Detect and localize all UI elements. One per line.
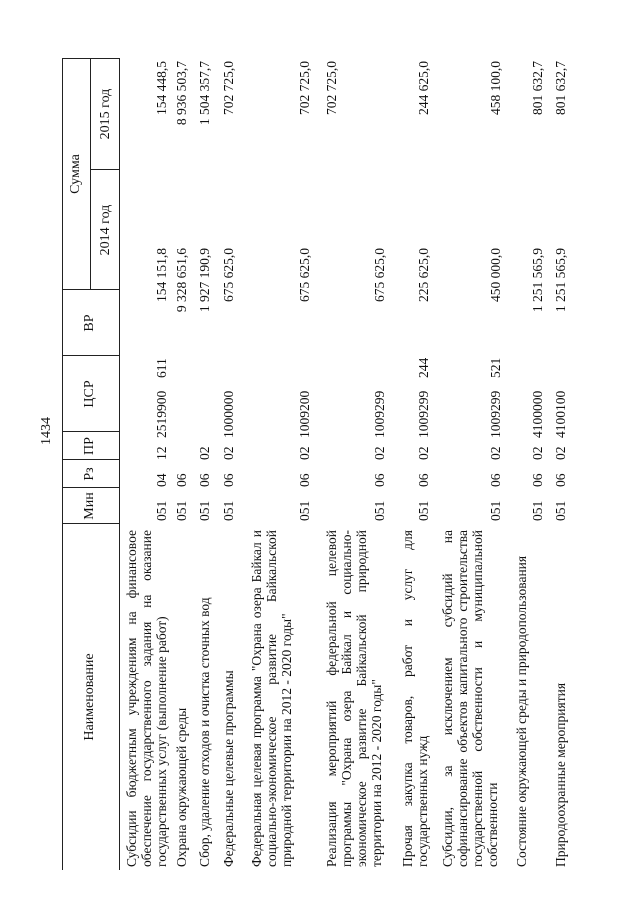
row-rz: 06: [530, 473, 545, 487]
sum-header-divider: [90, 58, 91, 290]
row-name: Субсидии, за исключением субсидий на софинансирование объектов капитального строительства государственной собственности и муниципальной собственности: [440, 530, 500, 867]
row-min: 051: [297, 500, 312, 521]
row-csr: 2519900: [154, 390, 169, 438]
row-rz: 06: [416, 473, 431, 487]
row-2014: 1 927 190,9: [197, 248, 212, 313]
header-vr: ВР: [82, 314, 97, 332]
row-rz: 06: [174, 473, 189, 487]
row-name: Природоохранные мероприятия: [553, 682, 568, 867]
header-bottom-border: [119, 58, 120, 870]
row-2014: 9 328 651,6: [174, 248, 189, 313]
table-top-border: [62, 58, 63, 870]
row-name: Охрана окружающей среды: [174, 707, 189, 867]
header-csr: ЦСР: [82, 380, 97, 408]
row-csr: 1009299: [488, 390, 503, 438]
row-vr: 521: [488, 357, 503, 378]
header-sum: Сумма: [68, 154, 83, 194]
row-rz: 06: [197, 473, 212, 487]
row-csr: 1009200: [297, 390, 312, 438]
row-2015: 801 632,7: [553, 61, 568, 115]
header-rz: Рз: [82, 467, 97, 481]
row-2014: 225 625,0: [416, 248, 431, 302]
row-pr: 02: [297, 446, 312, 460]
header-pr: ПР: [82, 437, 97, 455]
row-min: 051: [530, 500, 545, 521]
row-pr: 12: [154, 446, 169, 460]
row-2015: 154 448,5: [154, 61, 169, 115]
row-name: Прочая закупка товаров, работ и услуг для государственных нужд: [400, 530, 430, 867]
budget-table: [62, 58, 592, 870]
row-2014: 450 000,0: [488, 248, 503, 302]
row-rz: 06: [553, 473, 568, 487]
row-pr: 02: [197, 446, 212, 460]
row-vr: 244: [416, 357, 431, 378]
row-min: 051: [553, 500, 568, 521]
row-rz: 06: [372, 473, 387, 487]
row-name: Федеральная целевая программа "Охрана озера Байкал и социально-экономическое развитие Байкальской природной территории на 2012 - 2020 годы": [249, 530, 294, 867]
row-2015: 1 504 357,7: [197, 61, 212, 126]
row-vr: 611: [154, 358, 169, 378]
row-pr: 02: [221, 446, 236, 460]
row-csr: 4100000: [530, 390, 545, 438]
page-number: 1434: [39, 417, 54, 445]
row-2015: 801 632,7: [530, 61, 545, 115]
row-2014: 154 151,8: [154, 248, 169, 302]
row-min: 051: [372, 500, 387, 521]
row-min: 051: [488, 500, 503, 521]
row-name: Реализация мероприятий федеральной целевой программы "Охрана озера Байкал и социально-экономическое развитие Байкальской природной территории на 2012 - 2020 годы": [324, 530, 384, 867]
row-2015: 702 725,0: [324, 61, 339, 115]
header-name: Наименование: [82, 653, 97, 741]
row-pr: 02: [488, 446, 503, 460]
row-min: 051: [221, 500, 236, 521]
row-2015: 8 936 503,7: [174, 61, 189, 126]
row-2015: 702 725,0: [221, 61, 236, 115]
row-rz: 06: [221, 473, 236, 487]
row-name: Состояние окружающей среды и природопользования: [514, 555, 529, 867]
row-csr: 4100100: [553, 390, 568, 438]
row-2015: 244 625,0: [416, 61, 431, 115]
row-name: Федеральные целевые программы: [221, 670, 236, 867]
row-min: 051: [416, 500, 431, 521]
row-name: Сбор, удаление отходов и очистка сточных вод: [197, 597, 212, 867]
row-2014: 1 251 565,9: [530, 248, 545, 313]
row-min: 051: [174, 500, 189, 521]
row-pr: 02: [416, 446, 431, 460]
row-csr: 1009299: [372, 390, 387, 438]
row-min: 051: [154, 500, 169, 521]
header-min: Мин: [82, 492, 97, 520]
row-2014: 675 625,0: [297, 248, 312, 302]
row-2015: 458 100,0: [488, 61, 503, 115]
row-csr: 1000000: [221, 390, 236, 438]
row-rz: 04: [154, 473, 169, 487]
row-csr: 1009299: [416, 390, 431, 438]
row-name: Субсидии бюджетным учреждениям на финансовое обеспечение государственного задания на оказание государственных услуг (выполнение работ): [124, 530, 169, 867]
header-2014: 2014 год: [98, 204, 113, 256]
row-pr: 02: [530, 446, 545, 460]
row-min: 051: [197, 500, 212, 521]
row-rz: 06: [488, 473, 503, 487]
row-pr: 02: [553, 446, 568, 460]
row-2014: 675 625,0: [221, 248, 236, 302]
row-2014: 675 625,0: [372, 248, 387, 302]
row-pr: 02: [372, 446, 387, 460]
row-rz: 06: [297, 473, 312, 487]
row-2014: 1 251 565,9: [553, 248, 568, 313]
header-2015: 2015 год: [98, 88, 113, 140]
row-2015: 702 725,0: [297, 61, 312, 115]
